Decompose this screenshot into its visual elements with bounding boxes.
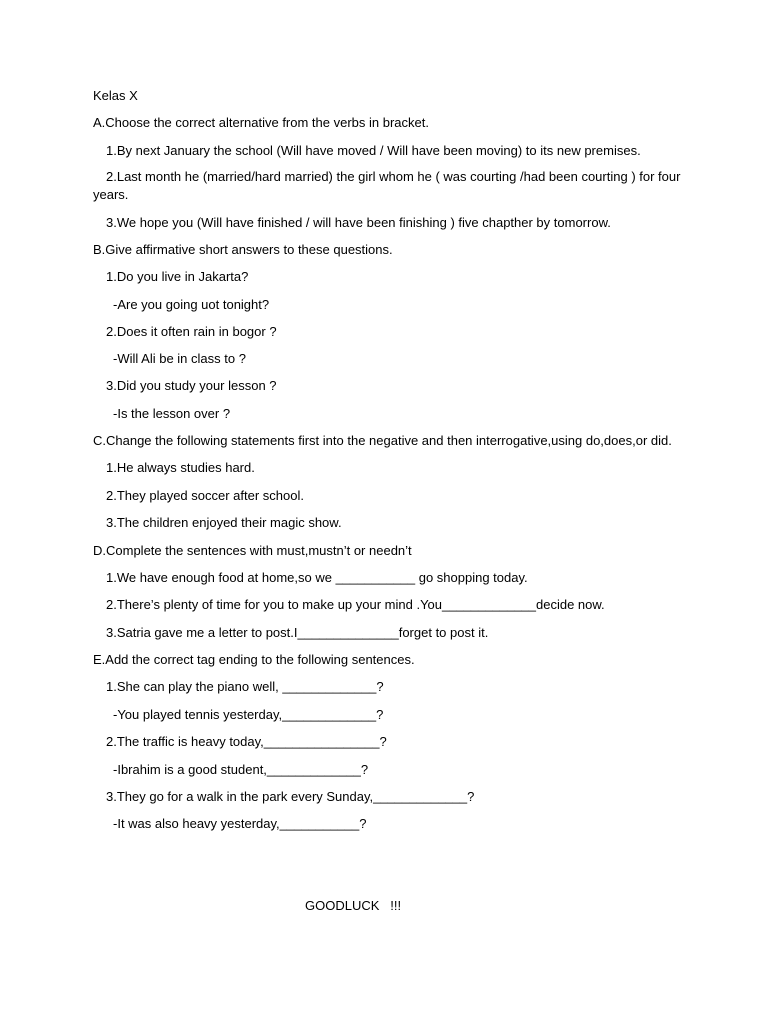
section-c-heading: C.Change the following statements first into the negative and then interrogative,using do,does,or did. [93, 433, 672, 448]
closing-text: GOODLUCK !!! [305, 898, 402, 913]
section-d-item-2: 2.There’s plenty of time for you to make up your mind .You_____________decide now. [106, 597, 605, 612]
section-e-subitem-1: -You played tennis yesterday,_____________? [113, 707, 384, 722]
section-a-item-2: 2.Last month he (married/hard married) the girl whom he ( was courting /had been courting ) for four years. [93, 169, 681, 202]
section-b-subitem-2: -Will Ali be in class to ? [113, 351, 246, 366]
section-c-item-1: 1.He always studies hard. [106, 460, 255, 475]
section-a-item-1: 1.By next January the school (Will have moved / Will have been moving) to its new premises. [106, 143, 641, 158]
class-label: Kelas X [93, 88, 138, 103]
section-b-subitem-3: -Is the lesson over ? [113, 406, 231, 421]
section-e-heading: E.Add the correct tag ending to the following sentences. [93, 652, 415, 667]
section-c-item-2: 2.They played soccer after school. [106, 488, 304, 503]
section-b-heading: B.Give affirmative short answers to these questions. [93, 242, 393, 257]
section-b-item-2: 2.Does it often rain in bogor ? [106, 324, 277, 339]
section-e-item-1: 1.She can play the piano well, _____________? [106, 679, 384, 694]
section-b-item-3: 3.Did you study your lesson ? [106, 378, 277, 393]
section-e-item-2: 2.The traffic is heavy today,________________? [106, 734, 387, 749]
section-d-item-3: 3.Satria gave me a letter to post.I______________forget to post it. [106, 625, 489, 640]
section-b-subitem-1: -Are you going uot tonight? [113, 297, 270, 312]
section-a-heading: A.Choose the correct alternative from the verbs in bracket. [93, 115, 429, 130]
section-c-item-3: 3.The children enjoyed their magic show. [106, 515, 342, 530]
section-b-item-1: 1.Do you live in Jakarta? [106, 269, 249, 284]
section-e-item-3: 3.They go for a walk in the park every Sunday,_____________? [106, 789, 475, 804]
section-e-subitem-2: -Ibrahim is a good student,_____________? [113, 762, 369, 777]
section-d-item-1: 1.We have enough food at home,so we ___________ go shopping today. [106, 570, 528, 585]
section-e-subitem-3: -It was also heavy yesterday,___________? [113, 816, 367, 831]
section-a-item-3: 3.We hope you (Will have finished / will have been finishing ) five chapther by tomorrow. [106, 215, 611, 230]
section-d-heading: D.Complete the sentences with must,mustn’t or needn’t [93, 543, 412, 558]
